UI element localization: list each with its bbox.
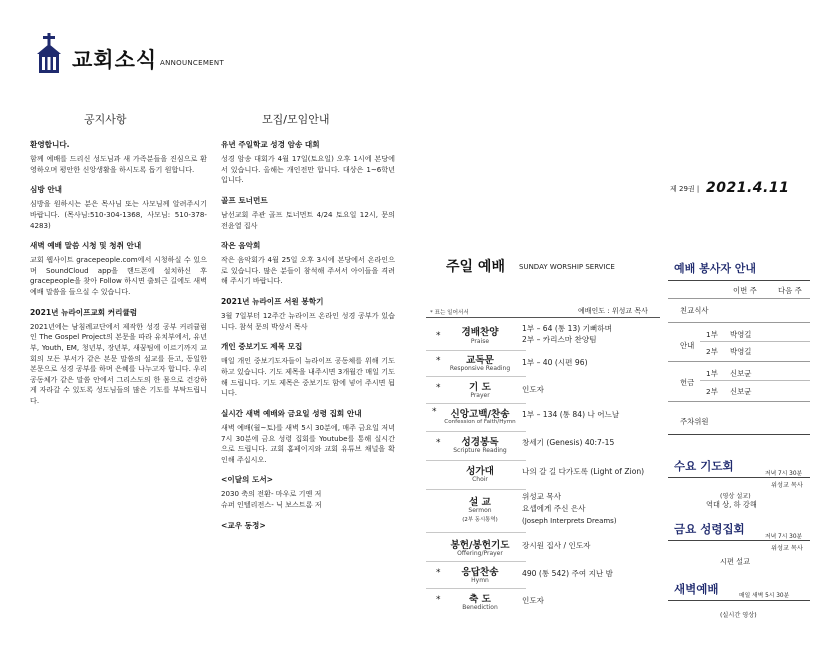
order-title-en: Confession of Faith/Hymn xyxy=(444,419,516,425)
volunteers-divider xyxy=(668,434,810,435)
dawn-service-title: 새벽예배 xyxy=(674,582,719,596)
stand-note: * 표는 일어서서 xyxy=(430,310,469,316)
meeting-title: 유년 주일학교 성경 암송 대회 xyxy=(221,140,320,149)
order-separator xyxy=(426,350,526,351)
worship-leader: 예배인도 : 위성교 목사 xyxy=(578,307,648,315)
friday-service-title: 금요 성령집회 xyxy=(674,522,745,536)
meeting-body: 남선교회 주관 골프 토너먼트 4/24 토요일 12시, 문의 전윤열 집사 xyxy=(221,210,395,230)
worship-title: 주일 예배 xyxy=(446,259,505,275)
announcement-title: 2021년 뉴라이프교회 커리큘럼 xyxy=(30,307,138,317)
order-title-en: Praise xyxy=(470,338,490,345)
offering-service-1: 1부 xyxy=(706,369,718,378)
announcement-body: 함께 예배를 드리신 성도님과 새 가족분들을 진심으로 환영하오며 평안한 신앙생활을 하시도록 돕기 원합니다. xyxy=(30,154,207,174)
volunteers-divider xyxy=(700,380,810,381)
offering-name-2: 신보균 xyxy=(730,387,752,396)
order-title: 축 도 xyxy=(469,594,491,605)
order-separator xyxy=(426,532,526,533)
volunteers-divider xyxy=(668,298,810,299)
order-detail: 1부 – 40 (시편 96) xyxy=(522,358,588,367)
order-separator xyxy=(426,489,526,490)
order-detail: 1부 – 64 (통 13) 기뻐하며 xyxy=(522,324,612,333)
meeting-title: 개인 중보기도 제목 모집 xyxy=(221,342,303,352)
order-title-en: Prayer xyxy=(470,392,490,399)
usher-service-1: 1부 xyxy=(706,330,718,339)
order-separator xyxy=(426,561,526,562)
service-divider xyxy=(668,477,810,478)
role-usher: 안내 xyxy=(680,341,695,350)
friday-service-text: 시편 설교 xyxy=(720,557,751,566)
order-title-en: Responsive Reading xyxy=(449,365,511,372)
role-offering: 헌금 xyxy=(680,378,695,387)
order-detail: 2부 – 카리스마 찬양팀 xyxy=(522,335,597,344)
order-detail: 1부 – 134 (통 84) 나 어느날 xyxy=(522,410,620,419)
announcements-column xyxy=(30,140,207,417)
order-title: 봉헌/봉헌기도 xyxy=(450,540,510,551)
dawn-service-note: (실시간 영상) xyxy=(720,612,757,619)
meeting-title: <이달의 도서> xyxy=(221,475,274,485)
order-separator xyxy=(426,376,526,377)
usher-name-1: 박영길 xyxy=(730,330,752,339)
order-separator xyxy=(426,588,526,589)
meeting-item xyxy=(221,297,395,332)
stand-mark: * xyxy=(436,383,441,393)
usher-name-2: 박영길 xyxy=(730,347,752,356)
wednesday-prayer-note: (영상 설교) xyxy=(720,493,751,500)
meeting-title: 골프 토너먼트 xyxy=(221,195,268,205)
issue-volume: 제 29권 | xyxy=(670,185,700,193)
service-divider xyxy=(668,600,810,601)
order-detail: 창세기 (Genesis) 40:7-15 xyxy=(522,438,615,447)
order-detail: 490 (통 542) 주여 지난 밤 xyxy=(522,569,613,578)
meeting-item xyxy=(221,196,395,231)
role-parking: 주차위원 xyxy=(680,417,709,426)
order-title: 교독문 xyxy=(466,355,494,366)
role-fellowship: 친교식사 xyxy=(680,306,709,315)
order-divider xyxy=(426,317,660,318)
brand-subtitle: ANNOUNCEMENT xyxy=(160,59,225,67)
wednesday-prayer-leader: 위성교 목사 xyxy=(771,482,803,489)
col-this-week: 이번 주 xyxy=(733,286,757,295)
meetings-column xyxy=(221,140,395,540)
stand-mark: * xyxy=(436,438,441,448)
meeting-item xyxy=(221,140,395,186)
order-title: 성경봉독 xyxy=(461,437,499,448)
stand-mark: * xyxy=(432,407,437,417)
wednesday-prayer-text: 역대 상, 하 강해 xyxy=(706,500,757,509)
meeting-title: 실시간 새벽 예배와 금요일 성령 집회 안내 xyxy=(221,408,362,418)
order-separator xyxy=(426,403,526,404)
col-next-week: 다음 주 xyxy=(778,286,802,295)
order-detail: 요셉에게 주신 은사 xyxy=(522,504,586,513)
order-title-en: Scripture Reading xyxy=(453,447,507,454)
wednesday-prayer-time: 저녁 7시 30분 xyxy=(765,471,803,477)
order-title-en: Choir xyxy=(472,476,488,483)
meetings-heading: 모집/모임안내 xyxy=(262,113,330,126)
volunteers-divider xyxy=(668,361,810,362)
stand-mark: * xyxy=(436,568,441,578)
order-title: 경배찬양 xyxy=(461,327,499,338)
order-title-en: Sermon xyxy=(468,507,492,514)
brand-title: 교회소식 xyxy=(72,48,158,72)
announcement-body: 교회 웹사이트 gracepeople.com에서 시청하실 수 있으며 SoundCloud app을 핸드폰에 설치하신 후 gracepeople을 찾아 Follow 하시면 출퇴근 길에도 새벽예배 말씀을 들으실 수 있습니다. xyxy=(30,255,207,297)
announcement-item xyxy=(30,308,207,407)
order-detail: 나의 갈 길 다가도록 (Light of Zion) xyxy=(522,467,645,476)
issue-date: 2021.4.11 xyxy=(706,180,790,196)
order-title-note: (2부 동시통역) xyxy=(462,517,498,523)
meeting-title: <교우 동정> xyxy=(221,520,266,530)
announcement-item xyxy=(30,241,207,297)
announcement-title: 심방 안내 xyxy=(30,185,62,195)
meeting-title: 작은 음악회 xyxy=(221,241,261,251)
meeting-body: 2030 축의 전환- 마우로 기옌 저 슈퍼 인텔리전스- 닉 보스트롬 저 xyxy=(221,489,322,510)
announcement-body: 심방을 원하시는 분은 목사님 또는 사모님께 알려주시기 바랍니다. (목사님:510-304-1368, 사모님: 510-378-4283) xyxy=(30,199,207,230)
friday-service-leader: 위성교 목사 xyxy=(771,545,803,552)
order-title: 기 도 xyxy=(469,382,491,393)
stand-mark: * xyxy=(436,595,441,605)
order-detail: 장시원 집사 / 인도자 xyxy=(522,541,591,550)
service-divider xyxy=(668,540,810,541)
announcement-title: 환영합니다. xyxy=(30,140,70,149)
meeting-body: 새벽 예배(월~토)를 새벽 5시 30분에, 매주 금요일 저녁 7시 30분에 금요 성령 집회를 Youtube를 통해 실시간으로 드립니다. 교회 홈페이지와 교회 유튜브 채널을 확인해 주십시오. xyxy=(221,422,395,464)
meeting-body: 작은 음악회가 4월 25일 오후 3시에 본당에서 온라인으로 있습니다. 많은 분들이 참석해 주셔서 아이들을 격려해 주시기 바랍니다. xyxy=(221,255,395,286)
order-title: 응답찬송 xyxy=(461,567,499,578)
stand-mark: * xyxy=(436,356,441,366)
wednesday-prayer-title: 수요 기도회 xyxy=(674,459,734,473)
order-detail: (Joseph Interprets Dreams) xyxy=(522,517,617,525)
meeting-body: 성경 암송 대회가 4월 17일(토요일) 오후 1시에 본당에서 있습니다. 올해는 개인전만 합니다. 대상은 1~6학년입니다. xyxy=(221,154,395,185)
order-separator xyxy=(426,431,526,432)
meeting-item xyxy=(221,241,395,287)
worship-subtitle: SUNDAY WORSHIP SERVICE xyxy=(519,263,615,271)
meeting-item xyxy=(221,521,395,530)
volunteers-title: 예배 봉사자 안내 xyxy=(674,262,757,275)
order-detail: 인도자 xyxy=(522,385,545,394)
order-detail: 인도자 xyxy=(522,596,545,605)
meeting-body: 3월 7일부터 12주간 뉴라이프 온라인 성경 공부가 있습니다. 참석 문의 박상서 목사 xyxy=(221,311,395,331)
order-title: 설 교 xyxy=(469,497,491,508)
order-detail: 위성교 목사 xyxy=(522,492,562,501)
offering-service-2: 2부 xyxy=(706,387,718,396)
announcements-heading: 공지사항 xyxy=(84,113,127,126)
volunteers-divider xyxy=(668,401,810,402)
order-title-en: Offering/Prayer xyxy=(457,550,503,557)
volunteers-divider xyxy=(668,280,810,281)
meeting-item xyxy=(221,409,395,465)
announcement-item xyxy=(30,140,207,175)
meeting-title: 2021년 뉴라이프 서원 봉학기 xyxy=(221,297,324,307)
volunteers-divider xyxy=(700,341,810,342)
usher-service-2: 2부 xyxy=(706,347,718,356)
offering-name-1: 신보균 xyxy=(730,369,752,378)
meeting-body: 매일 개인 중보기도자들이 뉴라이프 공동체를 위해 기도하고 있습니다. 기도 제목을 내주시면 3개월간 매일 기도해 드립니다. 기도 제목은 중보기도 함에 넣어 주시면 됩니다. xyxy=(221,356,395,398)
order-title-en: Benediction xyxy=(462,604,498,611)
announcement-title: 새벽 예배 말씀 시청 및 청취 안내 xyxy=(30,241,142,251)
meeting-item xyxy=(221,342,395,398)
friday-service-time: 저녁 7시 30분 xyxy=(765,534,803,540)
dawn-service-time: 매일 새벽 5시 30분 xyxy=(739,593,790,599)
order-title: 신앙고백/찬송 xyxy=(450,409,510,420)
volunteers-divider xyxy=(668,322,810,323)
order-title-en: Hymn xyxy=(471,577,489,584)
order-title: 성가대 xyxy=(466,466,494,477)
meeting-item xyxy=(221,475,395,510)
announcement-item xyxy=(30,185,207,231)
stand-mark: * xyxy=(436,331,441,341)
order-separator xyxy=(426,460,526,461)
announcement-body: 2021년에는 남침례교단에서 제작한 성경 공부 커리큘럼인 The Gospel Project의 본문을 따라 유치부에서, 유년부, Youth, EM, 청년부, 장년부, 새꿈팀에 이르기까지 교회의 모든 부서가 같은 본문 말씀의 설교를 듣고, 동일한 본문으로 성경 공부를 하며 은혜를 나누고자 합니다. 우리 공동체가 같은 말씀 안에서 그리스도의 한 몸으로 건강하게 자라갈 수 있도록 성도님들의 많은 기도를 부탁드립니다. xyxy=(30,321,207,405)
church-icon xyxy=(34,33,64,75)
